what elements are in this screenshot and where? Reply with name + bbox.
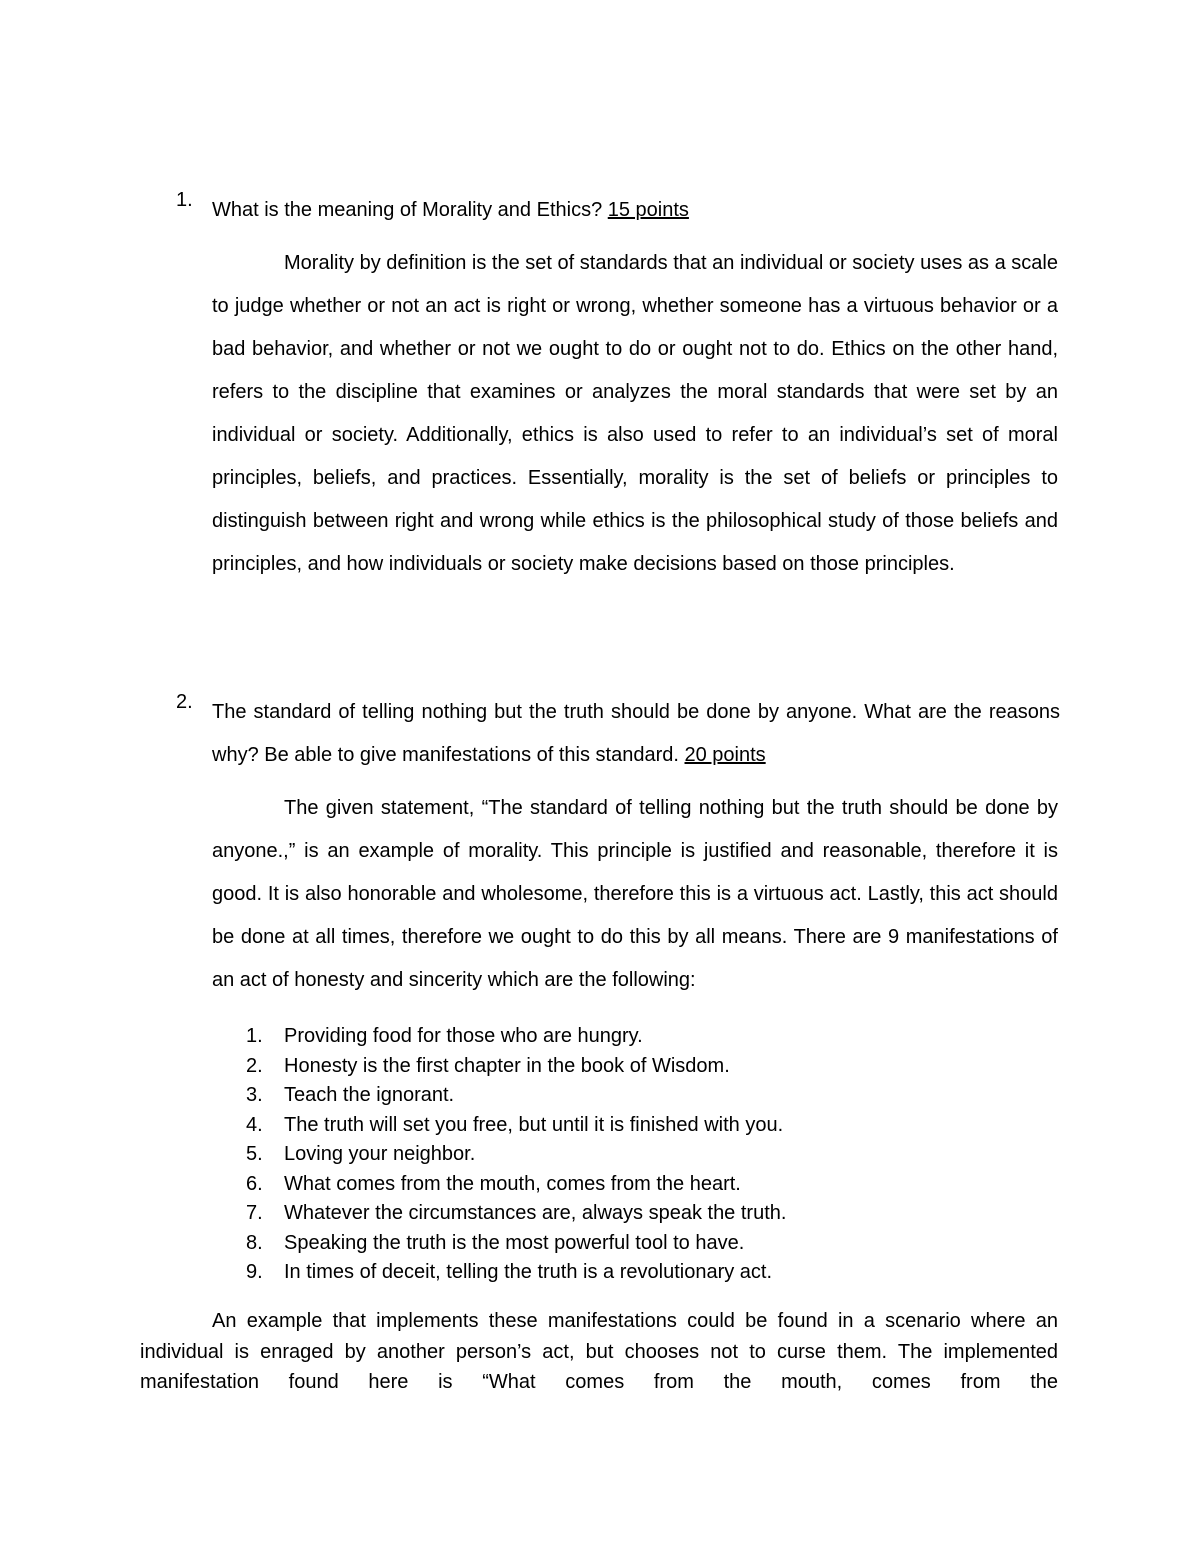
list-item-number: 2. <box>246 1054 263 1077</box>
list-item <box>246 1111 786 1141</box>
question-text <box>212 189 1060 232</box>
list-item <box>246 1199 786 1229</box>
list-item-text: In times of deceit, telling the truth is a revolutionary act. <box>284 1261 773 1283</box>
list-item-number: 4. <box>246 1113 263 1136</box>
list-item <box>246 1022 786 1052</box>
list-item-number: 8. <box>246 1231 263 1254</box>
list-item-text: Whatever the circumstances are, always speak the truth. <box>284 1202 787 1224</box>
list-item <box>246 1081 786 1111</box>
manifestations-list <box>246 1022 786 1288</box>
list-item-number: 7. <box>246 1202 263 1224</box>
list-item-number: 3. <box>246 1084 263 1106</box>
list-item-text: The truth will set you free, but until it is finished with you. <box>284 1113 784 1136</box>
list-item <box>246 1258 786 1288</box>
question-prompt: The standard of telling nothing but the truth should be done by anyone. What are the reasons why? Be able to give manifestations of this standard. <box>212 701 1060 766</box>
list-item <box>246 1140 786 1170</box>
list-item-text: Speaking the truth is the most powerful tool to have. <box>284 1231 745 1254</box>
question-number: 2. <box>176 691 193 713</box>
list-item <box>246 1052 786 1082</box>
list-item-text: Teach the ignorant. <box>284 1084 455 1106</box>
question-number: 1. <box>176 189 193 211</box>
points-label: 15 points <box>607 199 689 221</box>
list-item-number: 1. <box>246 1025 263 1047</box>
question-1 <box>176 189 1060 232</box>
list-item-text: Honesty is the first chapter in the book of Wisdom. <box>284 1054 730 1077</box>
list-item-text: Loving your neighbor. <box>284 1143 476 1165</box>
list-item <box>246 1170 786 1200</box>
list-item-number: 5. <box>246 1143 263 1165</box>
question-prompt: What is the meaning of Morality and Ethics? <box>212 199 608 221</box>
question-text <box>212 691 1060 777</box>
list-item-number: 6. <box>246 1172 263 1195</box>
list-item-number: 9. <box>246 1261 263 1283</box>
question-2 <box>176 691 1060 777</box>
list-item-text: Providing food for those who are hungry. <box>284 1025 643 1047</box>
points-label: 20 points <box>684 744 766 766</box>
answer-2: The given statement, “The standard of telling nothing but the truth should be done by anyone.,” is an example of morality. This principle is justified and reasonable, therefore it is good. It is also honorable and wholesome, therefore this is a virtuous act. Lastly, this act should be done at all times, therefore we ought to do this by all means. There are 9 manifestations of an act of honesty and sincerity which are the following: <box>212 797 1058 991</box>
example-paragraph: An example that implements these manifestations could be found in a scenario where an individual is enraged by another person’s act, but chooses not to curse them. The implemented manifestation found here is “What comes from the mouth, comes from the <box>140 1310 1058 1393</box>
list-item <box>246 1229 786 1259</box>
answer-1: Morality by definition is the set of standards that an individual or society uses as a scale to judge whether or not an act is right or wrong, whether someone has a virtuous behavior or a bad behavior, and whether or not we ought to do or ought not to do. Ethics on the other hand, refers to the discipline that examines or analyzes the moral standards that were set by an individual or society. Additionally, ethics is also used to refer to an individual’s set of moral principles, beliefs, and practices. Essentially, morality is the set of beliefs or principles to distinguish between right and wrong while ethics is the philosophical study of those beliefs and principles, and how individuals or society make decisions based on those principles. <box>212 252 1058 575</box>
list-item-text: What comes from the mouth, comes from the heart. <box>284 1172 741 1195</box>
